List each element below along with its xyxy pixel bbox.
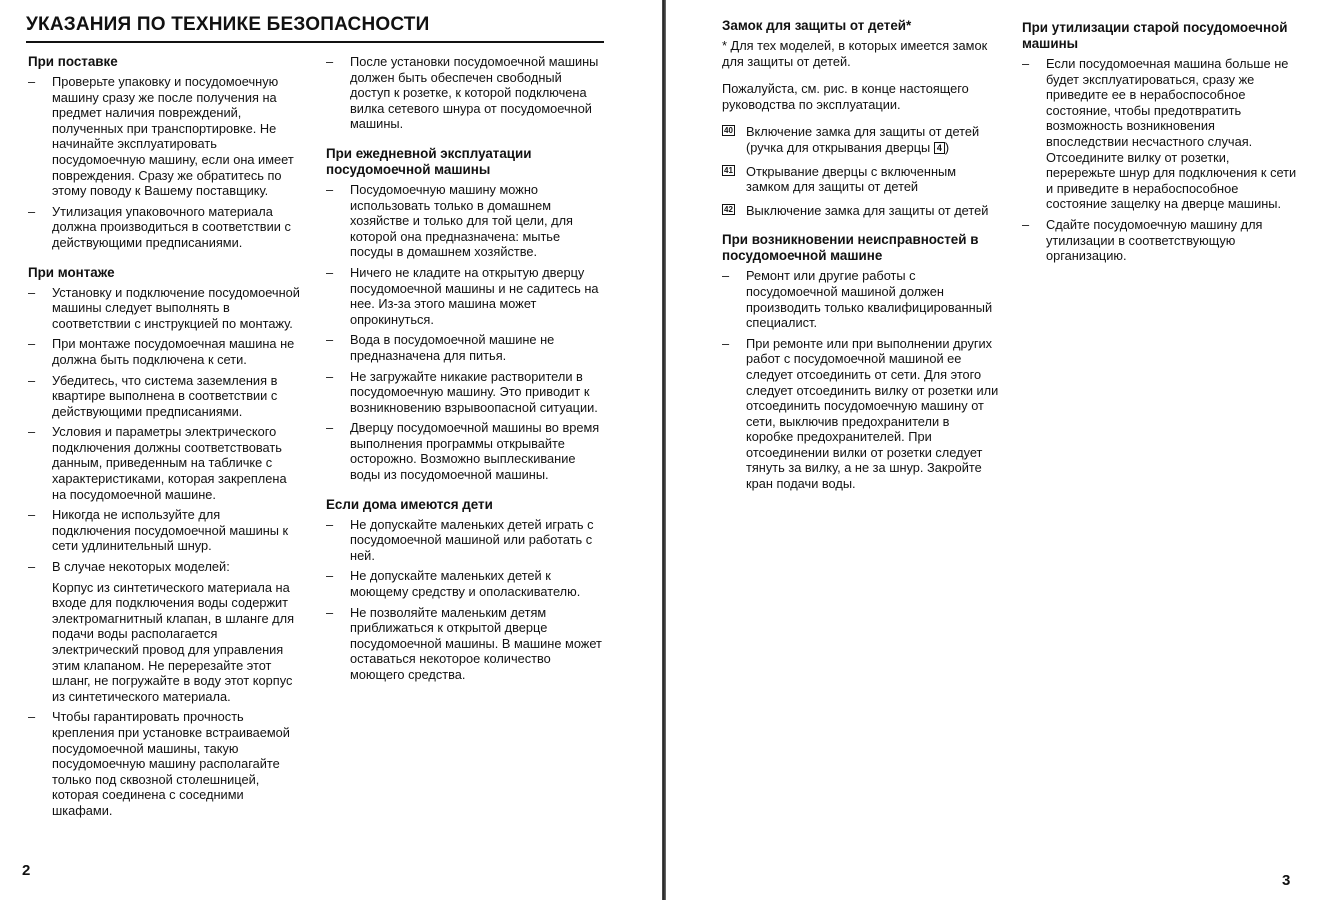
dash-bullet: –	[326, 264, 334, 280]
right-page	[668, 0, 1330, 900]
dash-bullet: –	[326, 368, 334, 384]
left-page	[0, 0, 660, 900]
list-item: – Проверьте упаковку и посудомоечную машину сразу же после получения на предмет наличия повреждений, полученных при транспортировке. Не начинайте эксплуатировать посудомоечную машину, если она имеет повреждения. Сразу же обратитесь по этому поводу к Вашему поставщику.	[28, 74, 294, 199]
dash-bullet: –	[722, 268, 730, 284]
dash-bullet: –	[28, 284, 36, 300]
page-number: 3	[1282, 872, 1291, 889]
list-item: – При монтаже посудомоечная машина не должна быть подключена к сети.	[28, 336, 295, 367]
section-heading: Если дома имеются дети	[326, 496, 493, 512]
page-title: УКАЗАНИЯ ПО ТЕХНИКЕ БЕЗОПАСНОСТИ	[26, 14, 604, 43]
list-item: – Не загружайте никакие растворители в посудомоечную машину. Это приводит к возникновению взрывоопасной ситуации.	[326, 368, 598, 415]
list-item: – Дверцу посудомоечной машины во время выполнения программы открывайте осторожно. Возможно выплескивание воды из посудомоечной машины.	[326, 420, 600, 483]
paragraph: Пожалуйста, см. рис. в конце настоящего руководства по эксплуатации.	[722, 81, 969, 112]
list-item: – Если посудомоечная машина больше не будет эксплуатироваться, сразу же приведите ее в нерабоспособное состояние, чтобы предотвратить возможность возникновения впоследствии несчастного случая. Отсоедините вилку от розетки, перережьте шнур для подключения к сети и приведите в нерабоспособное состояние защелку на дверце машины.	[1022, 56, 1297, 212]
column-3	[722, 18, 1000, 506]
dash-bullet: –	[326, 516, 334, 532]
list-item: – После установки посудомоечной машины должен быть обеспечен свободный доступ к розетке, к которой подключена вилка сетевого шнура от посудомоечной машины.	[326, 54, 599, 132]
dash-bullet: –	[28, 507, 36, 523]
figure-number-box: 42	[724, 204, 733, 214]
list-item: – Никогда не используйте для подключения посудомоечной машины к сети удлинительный шнур.	[28, 507, 289, 554]
list-item: – Вода в посудомоечной машине не предназначена для питья.	[326, 332, 555, 363]
list-item: – Установку и подключение посудомоечной машины следует выполнять в соответствии с инструкцией по монтажу.	[28, 284, 300, 331]
dash-bullet: –	[28, 336, 36, 352]
section-faults	[722, 232, 1000, 491]
section-daily-use	[326, 146, 602, 483]
section-heading: При утилизации старой посудомоечной машины	[1022, 20, 1288, 51]
section-mounting	[28, 265, 300, 819]
dash-bullet: –	[28, 709, 36, 725]
list-item: – Ремонт или другие работы с посудомоечной машиной должен производить только квалифицированный специалист.	[722, 268, 993, 331]
dash-bullet: –	[1022, 216, 1030, 232]
list-item: – Условия и параметры электрического подключения должны соответствовать данным, приведенным на табличке с характеристиками, которая закреплена на посудомоечной машине.	[28, 424, 287, 502]
inline-figure-box: 4	[934, 142, 945, 154]
book-spine	[662, 0, 666, 900]
dash-bullet: –	[28, 74, 36, 89]
list-item: – Убедитесь, что система заземления в квартире выполнена в соответствии с действующими предписаниями.	[28, 372, 278, 419]
dash-bullet: –	[326, 568, 334, 584]
dash-bullet: –	[326, 181, 334, 197]
dash-bullet: –	[326, 332, 334, 348]
dash-bullet: –	[1022, 56, 1030, 71]
dash-bullet: –	[722, 335, 730, 351]
list-item: – При ремонте или при выполнении других работ с посудомоечной машиной ее следует отсоединить от сети. Для этого следует отсоединить вилку от розетки или отсоединить посудомоечную машину от сети, выключив предохранители в коробке предохранителей. При отсоединении вилки от розетки следует тянуть за вилку, а не за шнур. Закройте кран подачи воды.	[722, 335, 999, 492]
list-item: – Чтобы гарантировать прочность крепления при установке встраиваемой посудомоечной машины, такую посудомоечную машину располагайте только под сквозной столешницей, которая соединена с соседними шкафами.	[28, 709, 290, 818]
dash-bullet: –	[28, 203, 36, 219]
figure-number-box: 40	[724, 126, 733, 136]
footnote: * Для тех моделей, в которых имеется замок для защиты от детей.	[722, 38, 988, 69]
column-2	[326, 54, 602, 697]
dash-bullet: –	[326, 604, 334, 620]
list-item: – Ничего не кладите на открытую дверцу посудомоечной машины и не садитесь на нее. Из-за этого машина может опрокинуться.	[326, 264, 599, 327]
section-delivery	[28, 54, 300, 251]
list-item: – Не позволяйте маленьким детям приближаться к открытой дверце посудомоечной машины. В машине может оставаться некоторое количество моющего средства.	[326, 604, 602, 682]
dash-bullet: –	[28, 559, 36, 575]
column-4	[1022, 20, 1300, 278]
section-disposal	[1022, 20, 1300, 264]
figure-reference: 40 Включение замка для защиты от детей (ручка для открывания дверцы 4 )	[724, 124, 980, 155]
dash-bullet: –	[28, 372, 36, 388]
section-heading: При ежедневной эксплуатации посудомоечной машины	[326, 145, 532, 177]
list-item: – Посудомоечную машину можно использовать только в домашнем хозяйстве и только для той цели, для которой она предназначена: мытье посуды в домашнем хозяйстве.	[326, 181, 573, 260]
list-item: – Не допускайте маленьких детей играть с посудомоечной машиной или работать с ней.	[326, 516, 594, 563]
dash-bullet: –	[326, 54, 334, 69]
dash-bullet: –	[28, 424, 36, 440]
figure-reference: 41 Открывание дверцы с включенным замком для защиты от детей	[724, 163, 957, 195]
list-item: – Сдайте посудомоечную машину для утилизации в соответствующую организацию.	[1022, 216, 1263, 264]
section-children	[326, 497, 602, 683]
section-heading: При возникновении неисправностей в посудомоечной машине	[722, 232, 979, 264]
section-heading: Замок для защиты от детей*	[722, 18, 912, 33]
paragraph: Корпус из синтетического материала на входе для подключения воды содержит электромагнитный клапан, в шланге для подачи воды располагается электрический провод для управления этим клапаном. Не перерезайте этот шланг, не погружайте в воду этот корпус из синтетического материала.	[52, 579, 295, 704]
section-child-lock	[722, 18, 1000, 218]
section-heading: При монтаже	[28, 264, 115, 280]
figure-number-box: 41	[724, 165, 733, 175]
page-number: 2	[22, 862, 31, 879]
column-1	[28, 54, 300, 833]
dash-bullet: –	[326, 420, 334, 436]
section-heading: При поставке	[28, 54, 118, 69]
figure-reference: 42 Выключение замка для защиты от детей	[724, 202, 989, 218]
list-item: – В случае некоторых моделей:	[28, 559, 230, 575]
list-item: – Не допускайте маленьких детей к моющему средству и ополаскивателю.	[326, 568, 581, 600]
list-item: – Утилизация упаковочного материала должна производиться в соответствии с действующими предписаниями.	[28, 203, 291, 250]
section-mounting-cont	[326, 54, 602, 132]
